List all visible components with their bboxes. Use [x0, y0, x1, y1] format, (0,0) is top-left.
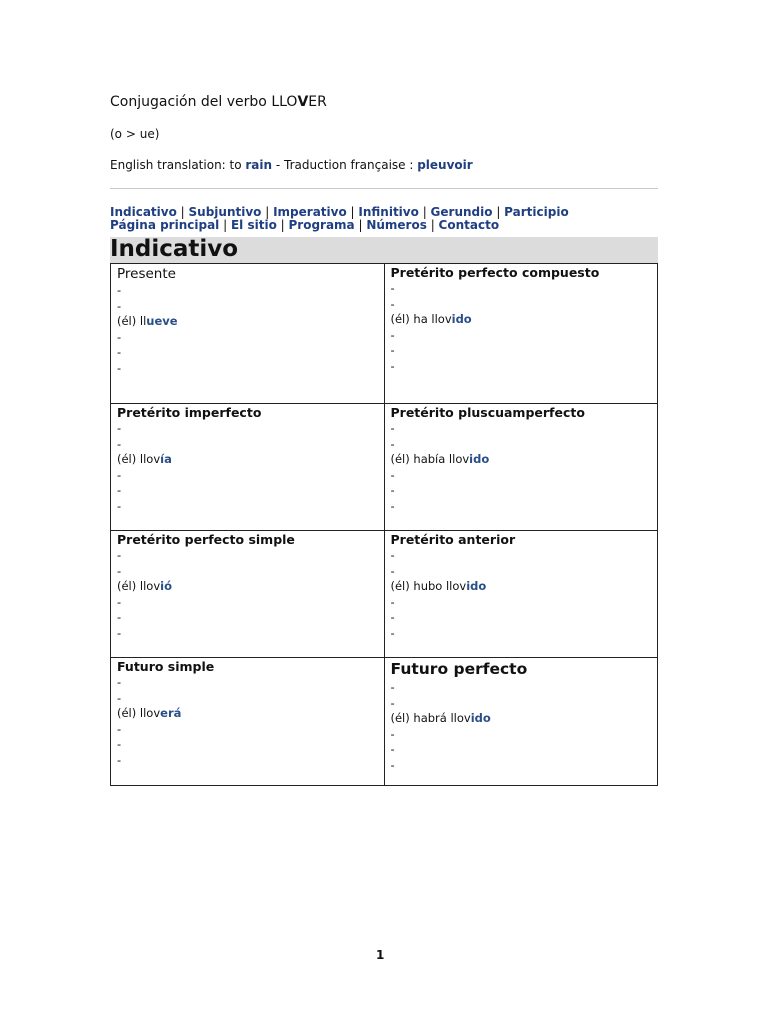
conjugation-line: -	[390, 467, 395, 482]
conjugation-line: -	[117, 345, 122, 359]
verb-stem: (él) llov	[117, 706, 161, 720]
tense-name: Futuro perfecto	[390, 660, 528, 678]
nav-link-gerundio[interactable]: Gerundio	[430, 205, 493, 219]
verb-stem: (él) había llov	[390, 452, 470, 466]
verb-ending: ueve	[146, 314, 178, 328]
conjugation-line	[117, 452, 384, 468]
conjugation-table	[110, 263, 658, 786]
conjugation-line: -	[390, 695, 395, 710]
tense-cell-preterito-imperfecto	[111, 404, 385, 531]
conjugation-line: -	[390, 327, 395, 342]
conjugation-line: -	[117, 721, 122, 736]
tense-row	[111, 404, 658, 531]
title-suffix: ER	[308, 94, 327, 110]
conjugation-line: -	[390, 483, 395, 497]
verb-stem: (él) habrá llov	[390, 711, 471, 725]
nav-link-programa[interactable]: Programa	[288, 218, 355, 232]
nav-separator: |	[354, 218, 367, 232]
tense-name: Pretérito perfecto compuesto	[390, 265, 600, 280]
nav-link-numeros[interactable]: Números	[366, 218, 427, 232]
conjugation-line: -	[117, 421, 122, 435]
tense-cell-futuro-perfecto	[384, 658, 658, 786]
verb-stem: (él) hubo llov	[390, 579, 467, 593]
nav-link-imperativo[interactable]: Imperativo	[273, 205, 347, 219]
conjugation-line: -	[390, 296, 395, 311]
tense-name: Pretérito anterior	[390, 532, 516, 547]
conjugation-line: -	[390, 757, 395, 772]
conjugation-line: -	[390, 563, 395, 578]
conjugation-line: -	[390, 498, 395, 513]
nav-row-moods	[110, 205, 569, 219]
verb-stem: (él) llov	[117, 452, 161, 466]
nav-separator: |	[276, 218, 289, 232]
tense-cell-preterito-perfecto-compuesto	[384, 264, 658, 404]
conjugation-line	[117, 314, 384, 330]
conjugation-line	[391, 452, 658, 468]
conjugation-line: -	[390, 548, 395, 562]
verb-ending: ía	[160, 452, 172, 466]
nav-separator: |	[426, 218, 439, 232]
conjugation-line: -	[117, 625, 122, 640]
conjugation-line: -	[390, 436, 395, 451]
conjugation-line: -	[117, 737, 122, 751]
nav-separator: |	[219, 218, 231, 232]
conjugation-line: -	[390, 421, 395, 435]
tense-row	[111, 264, 658, 404]
nav-separator: |	[492, 205, 505, 219]
translation-fr-link[interactable]: pleuvoir	[417, 158, 473, 172]
conjugation-line: -	[117, 329, 122, 344]
conjugation-line	[117, 579, 384, 595]
conjugation-line: -	[117, 690, 122, 705]
verb-ending: ido	[470, 711, 491, 725]
nav-link-contacto[interactable]: Contacto	[438, 218, 500, 232]
conjugation-line: -	[390, 726, 395, 741]
section-header	[110, 237, 658, 264]
nav-separator: |	[176, 205, 189, 219]
nav-link-pagina-principal[interactable]: Página principal	[110, 218, 220, 232]
nav-link-participio[interactable]: Participio	[504, 205, 569, 219]
verb-stem: (él) ha llov	[390, 312, 452, 326]
verb-ending: ido	[466, 579, 487, 593]
nav-separator: |	[346, 205, 359, 219]
conjugation-line: -	[390, 625, 395, 640]
nav-link-infinitivo[interactable]: Infinitivo	[358, 205, 419, 219]
conjugation-line: -	[117, 467, 122, 482]
verb-ending: ió	[160, 579, 172, 593]
tense-cell-preterito-pluscuamperfecto	[384, 404, 658, 531]
verb-ending: ido	[451, 312, 472, 326]
verb-ending: erá	[160, 706, 182, 720]
conjugation-line: -	[390, 742, 395, 756]
title-mid: V	[297, 94, 309, 110]
conjugation-line	[117, 706, 384, 722]
tense-row	[111, 658, 658, 786]
conjugation-line: -	[390, 343, 395, 357]
page-number: 1	[376, 948, 385, 962]
conjugation-line: -	[117, 563, 122, 578]
conjugation-line: -	[117, 594, 122, 609]
conjugation-line: -	[390, 594, 395, 609]
translation-label-en: English translation: to	[110, 158, 246, 172]
title-prefix: Conjugación del verbo LLO	[110, 94, 298, 110]
translation-line	[110, 158, 473, 172]
tense-cell-preterito-perfecto-simple	[111, 531, 385, 658]
verb-stem: (él) ll	[117, 314, 147, 328]
section-title: Indicativo	[110, 236, 239, 262]
conjugation-line	[391, 312, 658, 328]
tense-cell-preterito-anterior	[384, 531, 658, 658]
conjugation-line	[391, 711, 658, 727]
tense-name: Pretérito pluscuamperfecto	[390, 405, 585, 420]
conjugation-line	[391, 579, 658, 595]
page-title	[110, 94, 327, 110]
tense-cell-presente	[111, 264, 385, 404]
conjugation-line: -	[390, 680, 395, 694]
conjugation-line: -	[117, 548, 122, 562]
nav-link-subjuntivo[interactable]: Subjuntivo	[188, 205, 262, 219]
translation-label-fr: - Traduction française :	[272, 158, 418, 172]
divider	[110, 188, 658, 189]
tense-name: Futuro simple	[117, 659, 215, 674]
conjugation-line: -	[117, 283, 122, 297]
conjugation-line: -	[117, 610, 122, 624]
tense-name: Pretérito imperfecto	[117, 405, 262, 420]
nav-link-el-sitio[interactable]: El sitio	[230, 218, 277, 232]
conjugation-line: -	[117, 752, 122, 767]
stem-change-note: (o > ue)	[110, 127, 160, 141]
conjugation-line: -	[390, 281, 395, 295]
tense-cell-futuro-simple	[111, 658, 385, 786]
conjugation-line: -	[117, 498, 122, 513]
translation-en-link[interactable]: rain	[245, 158, 273, 172]
verb-stem: (él) llov	[117, 579, 161, 593]
conjugation-line: -	[117, 436, 122, 451]
conjugation-line: -	[117, 360, 122, 375]
nav-separator: |	[261, 205, 274, 219]
nav-separator: |	[418, 205, 431, 219]
verb-ending: ido	[469, 452, 490, 466]
conjugation-line: -	[117, 675, 122, 689]
conjugation-line: -	[117, 298, 122, 313]
conjugation-line: -	[390, 358, 395, 373]
tense-row	[111, 531, 658, 658]
tense-name: Pretérito perfecto simple	[117, 532, 295, 547]
conjugation-line: -	[390, 610, 395, 624]
nav-row-site	[110, 218, 499, 232]
conjugation-line: -	[117, 483, 122, 497]
nav-link-indicativo[interactable]: Indicativo	[110, 205, 177, 219]
tense-name: Presente	[117, 266, 176, 282]
